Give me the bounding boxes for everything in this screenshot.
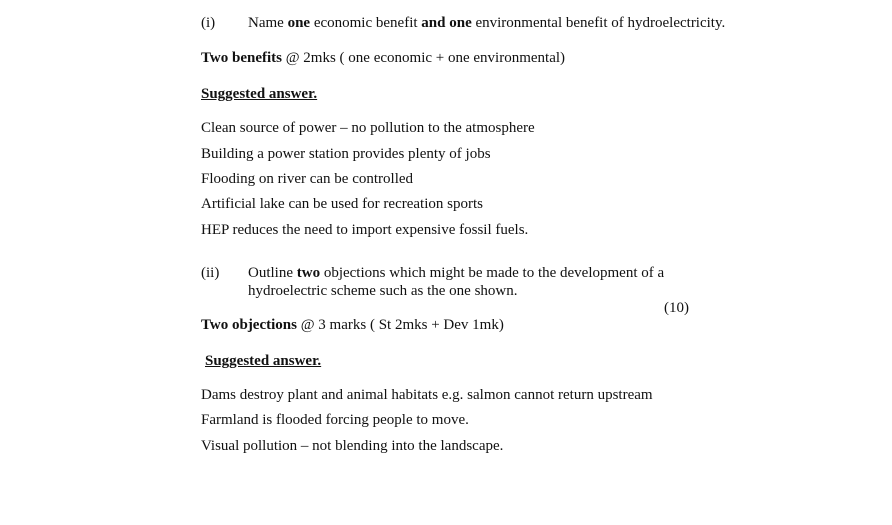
question-i-text: Name one economic benefit and one environmental benefit of hydroelectricity. [248, 15, 726, 31]
marking-scheme-ii: Two objections @ 3 marks ( St 2mks + Dev 1mk) [201, 317, 504, 333]
question-ii-text: Outline two objections which might be made to the development of a [248, 265, 665, 281]
answer-line: Farmland is flooded forcing people to move. [201, 412, 469, 428]
answer-line: Building a power station provides plenty of jobs [201, 146, 491, 162]
answer-line: Clean source of power – no pollution to the atmosphere [201, 120, 535, 136]
answer-line: HEP reduces the need to import expensive fossil fuels. [201, 222, 529, 238]
marking-scheme-i: Two benefits @ 2mks ( one economic + one environmental) [201, 50, 566, 66]
question-ii-text-line2: hydroelectric scheme such as the one shown. [248, 283, 518, 299]
question-number-ii: (ii) [201, 265, 220, 281]
answer-line: Flooding on river can be controlled [201, 171, 414, 187]
question-marks: (10) [664, 300, 689, 316]
answer-line: Dams destroy plant and animal habitats e.g. salmon cannot return upstream [201, 387, 653, 403]
answer-line: Visual pollution – not blending into the landscape. [201, 438, 504, 454]
answer-line: Artificial lake can be used for recreation sports [201, 196, 483, 212]
question-number-i: (i) [201, 15, 216, 31]
suggested-answer-heading-ii: Suggested answer. [205, 353, 322, 369]
suggested-answer-heading-i: Suggested answer. [201, 86, 318, 102]
